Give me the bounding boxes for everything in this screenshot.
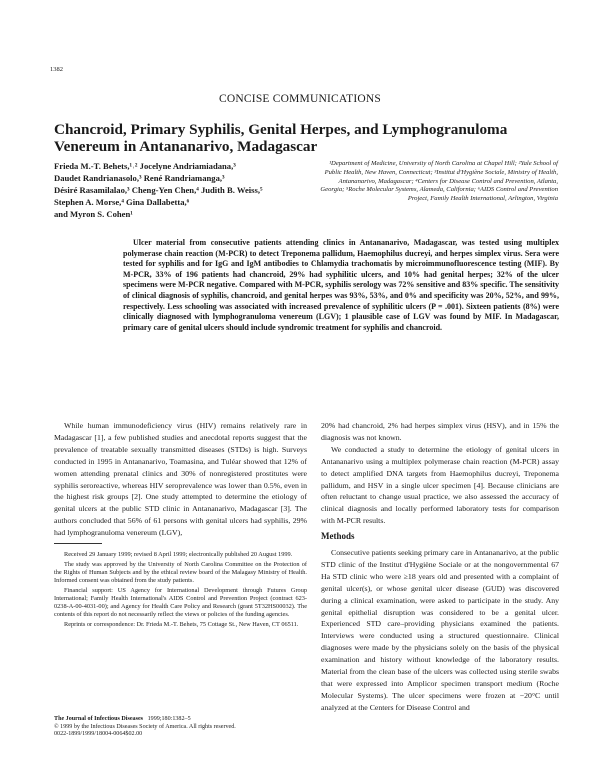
intro-paragraph: We conducted a study to determine the etiology of genital ulcers in Antananarivo using a multiplex polymerase chain reaction (M-PCR) assay to detect amplified DNA targets from Haemophilus ducreyi, Treponema pallidum, and HSV in a single ulcer specimen [4]. Because clinicians are often reluctant to change usual practice, we also assessed the accuracy of clinical diagnosis and locally performed laboratory tests for comparison with M-PCR results. — [321, 444, 559, 526]
author-line: and Myron S. Cohen¹ — [54, 209, 133, 219]
intro-left-column: While human immunodeficiency virus (HIV) remains relatively rare in Madagascar [1], a few published studies and anecdotal reports suggest that the prevalence of treatable sexually transmitted diseases (STDs) is high. Surveys conducted in 1995 in Antananarivo, Toamasina, and Tuléar showed that 12% of women attending prenatal clinics and 30% of nonregistered prostitutes were syphilis seroreactive, whereas HIV seroprevalence was lower than 0.5%, even in the highest risk groups [2]. One study attempted to determine the etiology of genital ulcers at the public STD clinic in Antananarivo, Madagascar [3]. The authors concluded that 56% of 61 persons with genital ulcers had syphilis, 29% had lymphogranuloma venereum (LGV), — [54, 421, 307, 538]
author-line: Désiré Rasamilalao,³ Cheng-Yen Chen,⁴ Judith B. Weiss,⁵ — [54, 185, 263, 195]
methods-text: Consecutive patients seeking primary care in Antananarivo, at the public STD clinic of the Institut d'Hygiène Sociale or at the nongovernmental 67 Ha STD clinic who were ≥18 years old and presented with a complaint of genital ulcer(s), or whose genital ulcer disease (GUD) was discovered during a clinical examination, were asked to participate in the study. Any genital epithelial disruption was considered to be a genital ulcer. Experienced STD care–providing physicians examined the patients. Interviews were conducted using a structured questionnaire. Clinical diagnoses were made by the physicians solely on the basis of the physical examination and history without knowledge of the laboratory results. Material from the clean base of the ulcers was collected using sterile swabs that were expressed into Amplicor specimen transport medium (Roche Molecular Systems). The ulcer specimens were frozen at −20°C until analyzed at the Centers for Disease Control and — [321, 548, 559, 712]
intro-continued: 20% had chancroid, 2% had herpes simplex virus (HSV), and in 15% the diagnosis was not known. — [321, 421, 559, 442]
intro-right-column — [321, 420, 559, 527]
abstract: Ulcer material from consecutive patients attending clinics in Antananarivo, Madagascar, was tested using multiplex polymerase chain reaction (M-PCR) to detect Treponema pallidum, Haemophilus ducreyi, and herpes simplex virus. Sera were tested for syphilis and for IgG and IgM antibodies to Chlamydia trachomatis by microimmunofluorescence testing (MIF). By M-PCR, 33% of 196 patients had chancroid, 29% had syphilitic ulcers, and 10% had genital herpes; 32% of the ulcer specimens were M-PCR negative. Compared with M-PCR, syphilis serology was 72% sensitive and 83% specific. The sensitivity of clinical diagnosis of syphilis, chancroid, and genital herpes was 93%, 53%, and 0% and specificity was 20%, 52%, and 99%, respectively. Less schooling was associated with increased prevalence of syphilitic ulcers (P = .001). Sixteen patients (8%) were clinically diagnosed with lymphogranuloma venereum (LGV); 1 plausible case of LGV was found by MIF. In Madagascar, primary care of genital ulcers should include syndromic treatment for syphilis and chancroid. — [123, 238, 559, 332]
footnote-divider — [54, 543, 102, 544]
footnote: Financial support: US Agency for International Development through Futures Group International; Family Health International's AIDS Control and Prevention Project (contract 623-0238-A-00-4031-00); and Agency for Health Care Policy and Research (grant 5T32HS00032). The contents of this report do not necessarily reflect the views or policies of the funding agencies. — [54, 586, 307, 619]
footnote: Received 29 January 1999; revised 8 April 1999; electronically published 20 August 1999. — [64, 551, 293, 558]
journal-info — [54, 716, 307, 739]
section-heading: CONCISE COMMUNICATIONS — [219, 93, 381, 105]
journal-copyright: © 1999 by the Infectious Diseases Society of America. All rights reserved. — [54, 723, 236, 730]
author-line: Daudet Randrianasolo,³ René Randriamanga,³ — [54, 173, 225, 183]
article-title: Chancroid, Primary Syphilis, Genital Herpes, and Lymphogranuloma Venereum in Antananarivo, Madagascar — [54, 121, 508, 155]
footnote: The study was approved by the University of North Carolina Committee on the Protection of the Rights of Human Subjects and by the ethical review board of the Malagasy Ministry of Health. Informed consent was obtained from the study patients. — [54, 560, 307, 585]
methods-heading: Methods — [321, 531, 355, 541]
journal-name: The Journal of Infectious Diseases — [54, 716, 144, 722]
footnote: Reprints or correspondence: Dr. Frieda M.-T. Behets, 75 Cottage St., New Haven, CT 06511. — [64, 621, 299, 629]
journal-citation: 1999;180:1382–5 — [147, 716, 191, 722]
author-list — [54, 160, 319, 220]
footnotes — [54, 551, 307, 631]
page-number: 1382 — [50, 66, 63, 73]
journal-issn: 0022-1899/1999/18004-0064$02.00 — [54, 731, 143, 738]
author-line: Stephen A. Morse,⁴ Gina Dallabetta,⁶ — [54, 197, 190, 207]
affiliations: ¹Department of Medicine, University of North Carolina at Chapel Hill; ²Yale School of Public Health, New Haven, Connecticut; ³Institut d'Hygiène Sociale, Ministry of Health, Antananarivo, Madagascar; ⁴Centers for Disease Control and Prevention, Atlanta, Georgia; ⁵Roche Molecular Systems, Alameda, California; ⁶AIDS Control and Prevention Project, Family Health International, Arlington, Virginia — [320, 160, 558, 203]
author-line: Frieda M.-T. Behets,¹˒² Jocelyne Andriamiadana,³ — [54, 161, 236, 171]
